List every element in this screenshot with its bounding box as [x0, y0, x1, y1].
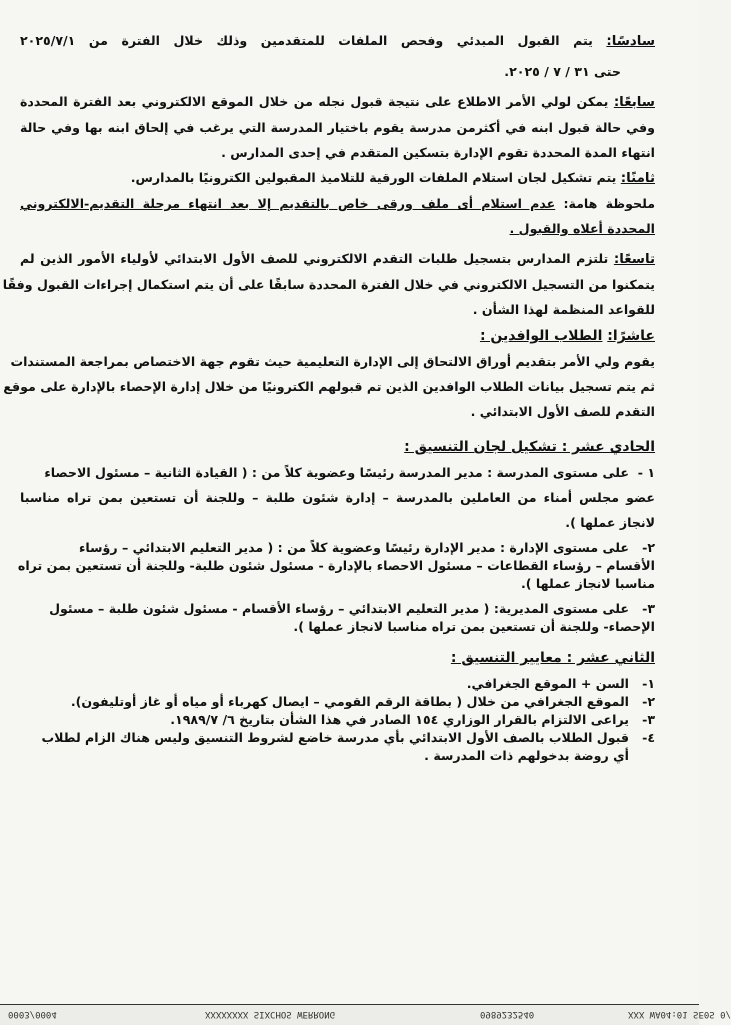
section9-line2: يتمكنوا من التسجيل الالكتروني في خلال الفترة المحددة سابقًا على أن يتم استكمال إجراءات القبول وفقًا [2, 277, 655, 292]
section11-item-3: ٣-على مستوى المديرية: ( مدير التعليم الابتدائي – رؤساء الأقسام - مسئول شئون طلبة – مسئول [49, 601, 655, 616]
section6-line2: حتى ٣١ / ٧ / ٢٠٢٥. [504, 64, 621, 79]
section7-line1: سابعًا: يمكن لولي الأمر الاطلاع على نتيجة قبول نجله من خلال الموقع الالكتروني بعد الفترة المحددة [20, 94, 655, 110]
section12-item-2: ٢-الموقع الجغرافي من خلال ( بطاقة الرقم القومي – ايصال كهرباء أو مياه أو غاز أوتليفون). [70, 694, 655, 709]
section12-item-4-line2: أي روضة بدخولهم ذات المدرسة . [424, 748, 629, 763]
section6-title: سادسًا: [606, 34, 655, 49]
item-number: ٣- [642, 712, 655, 727]
section9-line1: تاسعًا: تلتزم المدارس بتسجيل طلبات التقدم الالكتروني للصف الأول الابتدائي لأولياء الأمور الذين لم [20, 251, 656, 267]
section11-item-1-line2: عضو مجلس أمناء من العاملين بالمدرسة – إدارة شئون طلبة – وللجنة أن تستعين بمن تراه مناسبا [20, 490, 655, 505]
item-number: ٤- [642, 730, 655, 745]
item-number: ٣- [642, 601, 655, 616]
fax-sender: XXXXXXXX SIXCHOS WERRONG [205, 1009, 336, 1019]
section9-line3: للقواعد المنظمة لهذا الشأن . [472, 302, 655, 317]
section7-title: سابعًا: [613, 95, 655, 110]
section11-item-2-line3: مناسبا لانجاز عملها ). [520, 576, 655, 591]
section6-line1: سادسًا: يتم القبول المبدئي وفحص الملفات للمتقدمين وذلك خلال الفترة من ٢٠٢٥/٧/١ [20, 33, 655, 49]
section9-title: تاسعًا: [613, 252, 656, 267]
section12-item-1: ١-السن + الموقع الجغرافي. [466, 676, 655, 691]
item-number: ١- [642, 676, 655, 691]
fax-timestamp: XXX WA04:01 SE0S 0/ [628, 1009, 731, 1019]
item-number: ١ - [637, 465, 655, 480]
section11-item-3-line2: الإحصاء- وللجنة أن تستعين بمن تراه مناسبا لانجاز عملها ). [293, 619, 655, 634]
section11-item-2-line2: الأقسام – رؤساء القطاعات – مسئول الاحصاء بالإدارة - مسئول شئون طلبة- وللجنة أن تستعين بمن تراه [17, 558, 655, 573]
section12-item-4: ٤-قبول الطلاب بالصف الأول الابتدائي بأي مدرسة خاضع لشروط التنسيق وليس هناك الزام لطلاب [41, 730, 655, 745]
section11-item-1: ١ -على مستوى المدرسة : مدير المدرسة رئيسًا وعضوية كلاً من : ( القيادة الثانية – مسئول الاحصاء [44, 465, 655, 480]
section11-item-2: ٢-على مستوى الإدارة : مدير الإدارة رئيسًا وعضوية كلاً من : ( مدير التعليم الابتدائي – رؤساء [78, 540, 655, 555]
section7-line2: وفي حالة قبول ابنه في أكثرمن مدرسة يقوم باختيار المدرسة التي يرغب في إلحاق ابنه بها وفي حالة [20, 120, 655, 135]
section10-heading: عاشرًا: الطلاب الوافدين : [479, 328, 655, 344]
section10-line3: التقدم للصف الأول الابتدائي . [470, 404, 655, 419]
note-line1: ملحوظة هامة: عدم استلام أى ملف ورقى خاص بالتقديم إلا بعد انتهاء مرحلة التقديم-الالكتروني [20, 196, 656, 211]
section8-title: ثامنًا: [620, 171, 655, 186]
section12-item-3: ٣-يراعى الالتزام بالقرار الوزاري ١٥٤ الصادر في هذا الشأن بتاريخ ٦/ ١٩٨٩/٧. [170, 712, 655, 727]
section10-line2: ثم يتم تسجيل بيانات الطلاب الوافدين الذين تم قبولهم الكترونيًا من خلال إدارة الإحصاء بالإدارة على موقع [3, 379, 655, 394]
section11-heading: الحادي عشر : تشكيل لجان التنسيق : [404, 439, 655, 455]
note-label: ملحوظة هامة: [563, 196, 656, 211]
note-line2: المحددة أعلاه والقبول . [509, 221, 655, 236]
fax-footer [0, 1004, 731, 1025]
section12-heading: الثاني عشر : معايير التنسيق : [450, 650, 655, 666]
section10-line1: يقوم ولي الأمر بتقديم أوراق الالتحاق إلى الإدارة التعليمية حيث تقوم جهة الاختصاص بمراجعة المستندات [10, 354, 655, 369]
fax-number: 0989232540 [480, 1009, 535, 1019]
fax-page-count: 0003/0004 [8, 1009, 57, 1019]
section10-title: عاشرًا: [607, 328, 655, 344]
item-number: ٢- [642, 694, 655, 709]
section7-line3: انتهاء المدة المحددة تقوم الإدارة بتسكين المتقدم في إحدى المدارس . [221, 145, 655, 160]
item-number: ٢- [642, 540, 655, 555]
section8-line1: ثامنًا: يتم تشكيل لجان استلام الملفات الورقية للتلاميذ المقبولين الكترونيًا بالمدارس. [130, 170, 655, 186]
section11-item-1-line3: لانجاز عملها ). [565, 515, 655, 530]
